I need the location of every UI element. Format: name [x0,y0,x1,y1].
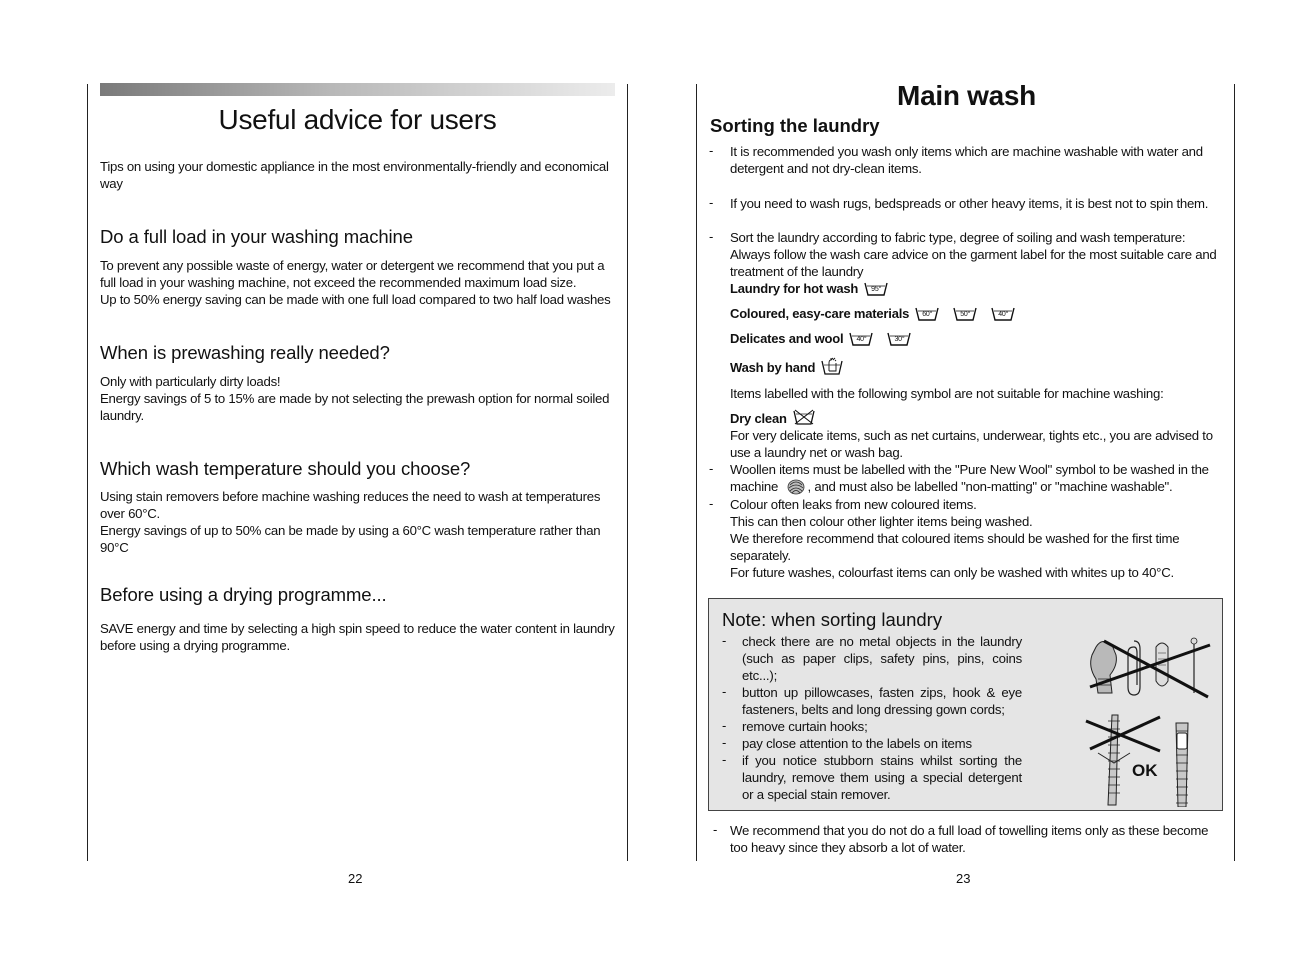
bullet-text [730,496,1223,581]
bullet-heavy-items [709,195,1224,212]
paragraph: We therefore recommend that coloured items should be washed for the first time separately. [730,531,1180,563]
list-item [722,735,1022,752]
delicates-label: Delicates and wool [730,331,844,346]
section-body-temperature [100,488,615,556]
note-item-text: check there are no metal objects in the laundry (such as paper clips, safety pins, pins, coins etc...); [742,634,1022,683]
right-page-title: Main wash [897,80,1036,111]
wash-tub-icon: 40° [849,332,873,346]
list-item [722,633,1022,684]
dry-clean-label: Dry clean [730,411,787,426]
wash-tub-icon: 30° [887,332,911,346]
dry-clean-crossed-tub-icon [793,409,815,428]
bullet-dash: - [722,684,727,699]
intro-text: Tips on using your domestic appliance in the most environmentally-friendly and economical way [100,159,609,191]
page-number-right: 23 [956,871,971,886]
bullet-wool [709,461,1224,499]
wash-tub-icon: 95° [864,282,888,296]
wool-text-pre: Woollen items must be labelled with the "Pure New Wool" symbol to be washed in the machine [730,462,1209,494]
left-page [100,80,615,653]
bullet-text: If you need to wash rugs, bedspreads or other heavy items, it is best not to spin them. [730,196,1209,211]
hand-wash-label: Wash by hand [730,360,816,375]
section-body-prewashing [100,373,615,424]
paragraph: Energy savings of up to 50% can be made by using a 60°C wash temperature rather than 90°C [100,523,601,555]
list-item [722,718,1022,735]
paragraph: Only with particularly dirty loads! [100,374,281,389]
bullet-text: It is recommended you wash only items which are machine washable with water and detergent and not dry-clean items. [730,144,1203,176]
bullet-sort-fabric [709,229,1224,280]
left-page-right-rule [627,84,628,861]
note-item-text: remove curtain hooks; [742,719,868,734]
note-box [708,598,1223,811]
note-item-text: if you notice stubborn stains whilst sorting the laundry, remove them using a special detergent or a special stain remover. [742,753,1022,802]
coloured-label: Coloured, easy-care materials [730,306,910,321]
bullet-dash: - [713,822,718,837]
section-heading-prewashing: When is prewashing really needed? [100,342,390,363]
paragraph: Up to 50% energy saving can be made with one full load compared to two half load washes [100,292,611,307]
section-heading-temperature: Which wash temperature should you choose? [100,458,471,479]
paragraph: SAVE energy and time by selecting a high spin speed to reduce the water content in laundry before using a drying programme. [100,621,615,653]
bullet-dash: - [709,461,714,476]
section-heading-drying: Before using a drying programme... [100,584,387,605]
bullet-dash: - [709,496,714,511]
paragraph: To prevent any possible waste of energy, water or detergent we recommend that you put a full load in your washing machine, not exceed the recommended maximum load size. [100,258,605,290]
right-page-right-rule [1234,84,1235,861]
paragraph: Using stain removers before machine washing reduces the need to wash at temperatures over 60°C. [100,489,601,521]
list-item [722,752,1022,803]
paragraph: This can then colour other lighter items being washed. [730,514,1033,529]
bullet-dash: - [709,195,714,210]
bullet-colour [709,496,1224,581]
bullet-text [730,461,1223,499]
bullet-text: Sort the laundry according to fabric type, degree of soiling and wash temperature: Always follow the wash care advice on the garment label for the most suitable care and treatment of the laundry [730,230,1217,279]
note-item-text: button up pillowcases, fasten zips, hook & eye fasteners, belts and long dressing gown cords; [742,685,1022,717]
bullet-dash: - [722,718,727,733]
bullet-dash: - [722,752,727,767]
dry-clean-text: For very delicate items, such as net curtains, underwear, tights etc., you are advised to use a laundry net or wash bag. [730,428,1213,460]
metal-objects-icon [1090,638,1210,697]
header-gradient-bar [100,83,615,96]
right-page-left-rule [696,84,697,861]
note-list [722,633,1022,803]
bullet-machine-washable [709,143,1224,177]
section-body-drying [100,620,615,654]
hot-wash-label: Laundry for hot wash [730,281,859,296]
list-item [722,684,1022,718]
bullet-dash: - [709,143,714,158]
paragraph: For future washes, colourfast items can only be washed with whites up to 40°C. [730,565,1174,580]
ok-label: OK [1132,761,1158,780]
bullet-dash: - [722,735,727,750]
left-page-left-rule [87,84,88,861]
section-body-full-load [100,257,615,308]
wash-tub-icon: 60° [915,307,939,321]
bullet-dash: - [709,229,714,244]
delicates-line [730,331,911,346]
dry-clean-line [730,409,815,428]
wash-tub-icon: 50° [953,307,977,321]
note-heading: Note: when sorting laundry [722,609,943,630]
paragraph: Energy savings of 5 to 15% are made by not selecting the prewash option for normal soiled laundry. [100,391,610,423]
sorting-heading: Sorting the laundry [710,115,880,136]
wash-tub-icon: 40° [991,307,1015,321]
bullet-text: We recommend that you do not do a full load of towelling items only as these become too heavy since they absorb a lot of water. [730,823,1209,855]
not-suitable-text: Items labelled with the following symbol are not suitable for machine washing: [730,386,1164,401]
bullet-towelling [709,822,1224,856]
hand-wash-icon [821,357,843,378]
coloured-line [730,306,1015,321]
wool-text-post: , and must also be labelled "non-matting" or "machine washable". [807,479,1173,494]
bullet-dash: - [722,633,727,648]
sorting-illustration [1084,635,1214,807]
hot-wash-line [730,281,888,296]
section-heading-full-load: Do a full load in your washing machine [100,226,413,247]
hand-wash-line [730,357,843,378]
left-page-title: Useful advice for users [218,104,497,135]
page-number-left: 22 [348,871,363,886]
paragraph: Colour often leaks from new coloured items. [730,497,977,512]
note-item-text: pay close attention to the labels on items [742,736,972,751]
